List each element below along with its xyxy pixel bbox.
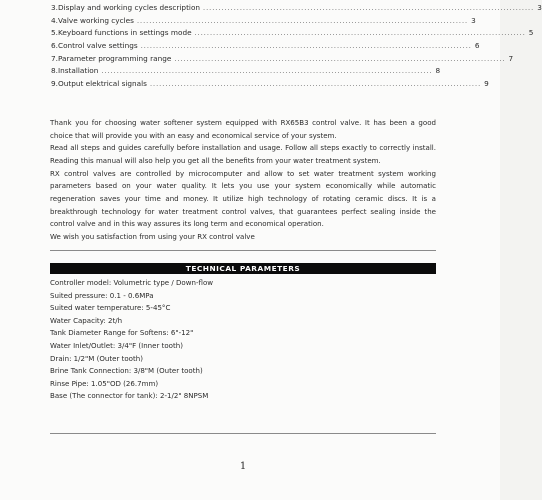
parameter-line: Drain: 1/2"M (Outer tooth) [50,353,143,363]
toc-item [51,78,489,91]
toc-page-number: 3 [471,15,476,25]
toc-number: 9. [51,79,58,89]
toc-item [51,15,476,28]
toc-page-number: 9 [484,79,489,89]
parameter-line: Base (The connector for tank): 2-1/2" 8NPSM [50,391,209,401]
toc-item [51,27,534,40]
toc-title: Parameter programming range [57,53,172,63]
toc-leader-dots: ............................................................................................................ [194,29,526,38]
toc-number: 6. [51,41,58,51]
toc-title: Keyboard functions in settings mode [57,28,192,38]
parameter-line: Controller model: Volumetric type / Down-flow [50,278,214,287]
toc-leader-dots: ............................................................................................................ [203,4,535,12]
intro-paragraph: RX control valves are controlled by microcomputer and allow to set water treatment system working parameters based on your water quality. It lets you use your system economically while automatic regeneration saves your time and money. It utilize high technology of rotating ceramic discs. It is a breakthrough technology for water treatment control valves, that guarantees perfect sealing inside the control valve and in this way assures its long term and economical operation. [50,168,436,229]
toc-leader-dots: ............................................................................................................ [136,16,469,25]
toc-title: Control valve settings [57,41,138,51]
footer-divider [50,433,436,434]
technical-parameters-list [50,277,436,403]
technical-parameters-heading: TECHNICAL PARAMETERS [50,263,436,274]
intro-paragraph: We wish you satisfaction from using your RX control valve [50,231,255,241]
section-divider [50,250,436,251]
parameter-line: Rinse Pipe: 1.05"OD (26.7mm) [50,378,159,388]
toc-leader-dots: ............................................................................................................ [174,54,506,63]
toc-leader-dots: ............................................................................................................ [101,67,433,76]
parameter-line: Water Capacity: 2t/h [50,315,123,325]
toc-number: 7. [51,53,58,63]
toc-number: 8. [51,66,58,76]
toc-title: Display and working cycles description [57,3,201,12]
table-of-contents [51,2,542,91]
parameter-line: Suited pressure: 0.1 - 0.6MPa [50,290,154,300]
toc-item [51,40,480,53]
toc-leader-dots: ............................................................................................................ [149,80,482,89]
toc-number: 5. [51,28,58,38]
parameter-line: Suited water temperature: 5-45°C [50,303,171,313]
page-number: 1 [239,461,247,472]
parameter-line: Tank Diameter Range for Softens: 6"-12" [50,328,194,338]
toc-page-number: 5 [528,28,534,38]
toc-number: 3. [51,3,58,12]
toc-leader-dots: ............................................................................................................ [140,42,472,51]
toc-item [51,65,441,78]
introduction-text [50,117,436,244]
parameter-line: Water Inlet/Outlet: 3/4"F (Inner tooth) [50,340,183,350]
toc-page-number: 8 [435,66,441,76]
parameter-line: Brine Tank Connection: 3/8"M (Outer tooth) [50,366,203,376]
toc-page-number: 6 [474,41,480,51]
toc-item [51,53,514,66]
toc-title: Output elektrical signals [57,79,147,89]
toc-item [51,2,542,15]
intro-paragraph: Thank you for choosing water softener system equipped with RX65B3 control valve. It has been a good choice that will provide you with an easy and economical service of your system. [50,118,436,140]
toc-page-number: 3 [537,3,542,12]
toc-title: Installation [57,66,99,76]
toc-page-number: 7 [508,53,514,63]
toc-number: 4. [51,15,58,25]
intro-paragraph: Read all steps and guides carefully before installation and usage. Follow all steps exactly to correctly install. Reading this manual will also help you get all the benefits from your water treatment system. [50,143,436,165]
toc-title: Valve working cycles [57,15,134,25]
